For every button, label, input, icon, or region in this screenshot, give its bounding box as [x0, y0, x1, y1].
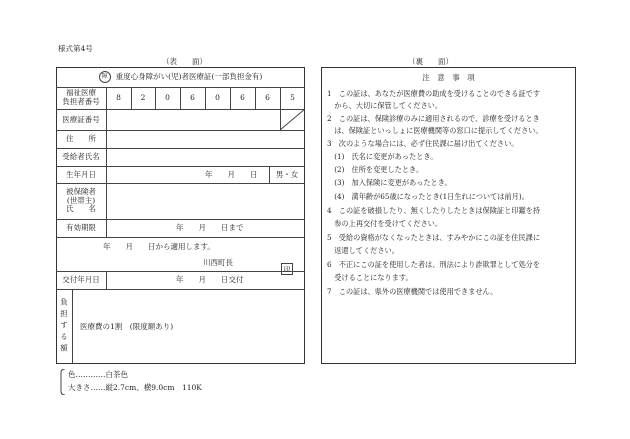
back-side-label: （裏 面） — [408, 57, 453, 66]
note-line: 1 この証は、あなたが医療費の助成を受けることのできる証です — [327, 89, 541, 98]
valid-until-label: 有効期限 — [66, 223, 96, 233]
note-line: 参の上再交付を受けてください。 — [327, 219, 443, 228]
birth-date-placeholder: 年 月 日 — [205, 170, 258, 179]
disability-mark: 障 — [99, 71, 111, 83]
burden-text: 医療費の1割 (限度額あり) — [80, 322, 174, 331]
gender-field: 男・女 — [275, 169, 299, 179]
note-line: (2) 住所を変更したとき。 — [327, 165, 424, 174]
issue-date-label: 交付年月日 — [62, 275, 100, 285]
form-number: 様式第4号 — [58, 44, 93, 53]
provider-digit: 6 — [240, 93, 245, 103]
card-title: 重度心身障がい(児)者医療証(一部負担金有) — [115, 72, 263, 82]
cert-number-slash — [280, 109, 305, 130]
note-line: は、保険証といっしょに医療機関等の窓口に提示してください。 — [327, 126, 543, 135]
cert-number-label: 医療証番号 — [62, 114, 100, 124]
seal-box — [281, 256, 293, 275]
spec-color: 色…………白茶色 — [68, 370, 128, 379]
note-line: 7 この証は、県外の医療機関では使用できません。 — [327, 287, 498, 296]
provider-digit: 6 — [265, 93, 270, 103]
note-line: (4) 満年齢が65歳になったとき(1日生れについては前月)。 — [327, 192, 529, 201]
spec-size: 大きさ……縦2.7cm、横9.0cm 110K — [68, 383, 202, 392]
provider-digit: 6 — [190, 93, 195, 103]
provider-digit: 8 — [116, 93, 121, 103]
note-line: 3 次のような場合には、必ず住民課に届け出てください。 — [327, 139, 519, 148]
provider-number-label: 福祉医療 負担者番号 — [62, 88, 100, 106]
note-line: (1) 氏名に変更があったとき。 — [327, 152, 438, 161]
burden-label-cell — [56, 289, 72, 364]
note-line: 受けることになります。 — [327, 273, 413, 282]
burden-label: 負担する額 — [59, 297, 69, 356]
apply-date-text: 年 月 日から適用します。 — [103, 242, 215, 251]
note-line: 6 不正にこの証を使用した者は、刑法により詐欺罪として処分を — [327, 260, 541, 269]
back-card — [321, 67, 576, 364]
card-title-row — [56, 67, 305, 87]
provider-digit: 0 — [165, 93, 170, 103]
valid-until-placeholder: 年 月 日まで — [176, 223, 244, 232]
spec-bracket — [60, 369, 66, 395]
insured-person-label: 被保険者 (世帯主) 氏 名 — [66, 187, 96, 214]
notes-title: 注 意 事 項 — [422, 73, 475, 82]
issuer-name: 川西町長 — [203, 258, 233, 267]
provider-digit: 0 — [215, 93, 220, 103]
front-side-label: （表 面） — [162, 57, 207, 66]
provider-digit: 2 — [140, 93, 146, 103]
issue-date-placeholder: 年 月 日交付 — [176, 275, 244, 284]
note-line: 返還してください。 — [327, 246, 399, 255]
note-line: 5 受給の資格がなくなったときは、すみやかにこの証を住民課に — [327, 233, 541, 242]
beneficiary-name-label: 受給者氏名 — [62, 152, 100, 162]
note-line: 2 この証は、保険診療のみに適用されるので、診療を受けるとき — [327, 114, 540, 123]
address-label: 住 所 — [66, 134, 96, 144]
note-line: (3) 加入保険に変更があったとき。 — [327, 178, 452, 187]
note-line: 4 この証を破損したり、無くしたりしたときは保険証と印鑑を持 — [327, 206, 541, 215]
birth-date-label: 生年月日 — [66, 169, 96, 179]
seal-mark: 印 — [281, 263, 293, 275]
provider-digit: 5 — [290, 93, 295, 103]
note-line: から、大切に保管してください。 — [327, 101, 443, 110]
